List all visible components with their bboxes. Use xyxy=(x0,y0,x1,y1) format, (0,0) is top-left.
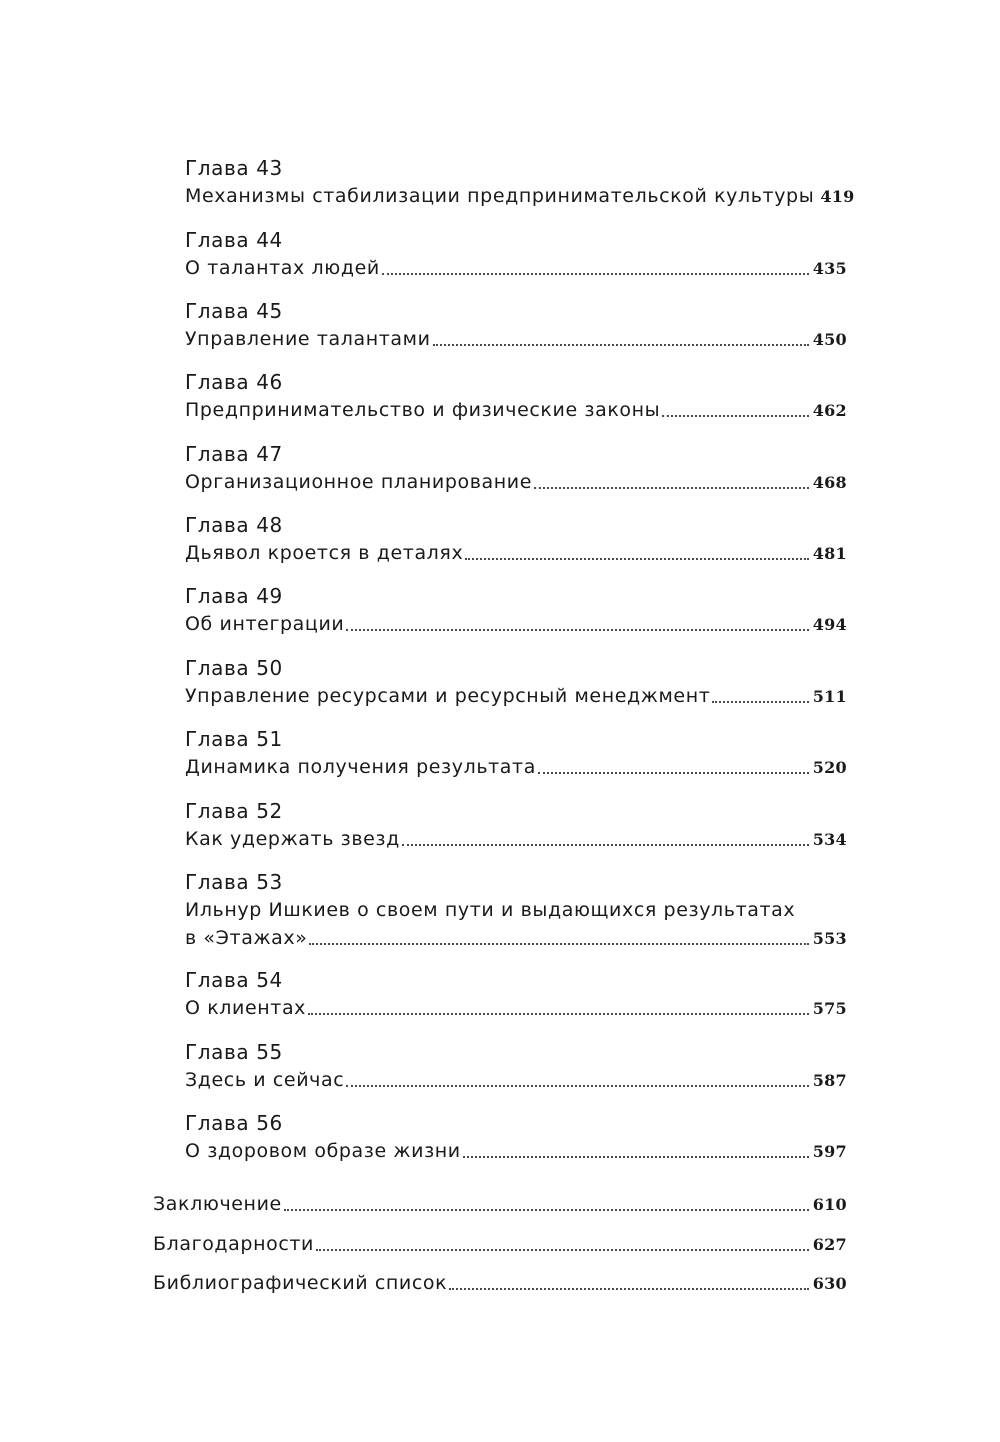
toc-entry-bibliography[interactable] xyxy=(153,1269,847,1297)
chapter-title: Здесь и сейчас xyxy=(185,1069,345,1091)
toc-entry[interactable] xyxy=(185,1137,847,1165)
dot-leader xyxy=(712,701,808,703)
chapter-title: Об интеграции xyxy=(185,613,345,635)
toc-entry[interactable] xyxy=(185,539,847,567)
chapter-label: Глава 55 xyxy=(185,1040,283,1064)
toc-chapter-53 xyxy=(185,868,847,952)
section-title: Библиографический список xyxy=(153,1272,448,1294)
page-number: 610 xyxy=(812,1195,847,1214)
page-number: 468 xyxy=(812,473,847,492)
toc-chapter-47 xyxy=(185,440,847,496)
toc-chapter-48 xyxy=(185,511,847,567)
toc-chapter-46 xyxy=(185,368,847,424)
toc-entry[interactable] xyxy=(185,825,847,853)
dot-leader xyxy=(284,1209,809,1211)
chapter-title: Динамика получения результата xyxy=(185,756,536,778)
page-number: 450 xyxy=(812,330,847,349)
chapter-title: Предпринимательство и физические законы xyxy=(185,399,661,421)
chapter-label: Глава 54 xyxy=(185,968,283,992)
chapter-title: Как удержать звезд xyxy=(185,828,400,850)
page-number: 494 xyxy=(812,615,847,634)
dot-leader xyxy=(346,629,808,631)
page-number: 575 xyxy=(812,999,847,1018)
section-title: Заключение xyxy=(153,1193,282,1215)
toc-chapter-43 xyxy=(185,154,855,210)
dot-leader xyxy=(662,415,808,417)
toc-chapter-49 xyxy=(185,582,847,638)
toc-entry[interactable] xyxy=(185,396,847,424)
toc-chapter-51 xyxy=(185,725,847,781)
page-number: 462 xyxy=(812,401,847,420)
toc-chapter-55 xyxy=(185,1038,847,1094)
toc-chapter-54 xyxy=(185,966,847,1022)
page-number: 511 xyxy=(812,687,847,706)
page-number: 553 xyxy=(812,929,847,948)
dot-leader xyxy=(538,772,809,774)
dot-leader xyxy=(309,943,808,945)
page-number: 419 xyxy=(820,187,855,206)
toc-entry[interactable] xyxy=(185,610,847,638)
dot-leader xyxy=(449,1288,808,1290)
toc-entry[interactable] xyxy=(185,254,847,282)
chapter-label: Глава 43 xyxy=(185,156,283,180)
section-title: Благодарности xyxy=(153,1233,314,1255)
chapter-label: Глава 45 xyxy=(185,299,283,323)
page-number: 520 xyxy=(812,758,847,777)
chapter-label: Глава 49 xyxy=(185,584,283,608)
toc-chapter-50 xyxy=(185,654,847,710)
chapter-title: Управление талантами xyxy=(185,328,431,350)
chapter-title: Организационное планирование xyxy=(185,471,533,493)
toc-entry-acknowledgements[interactable] xyxy=(153,1230,847,1258)
chapter-label: Глава 53 xyxy=(185,870,283,894)
page-number: 481 xyxy=(812,544,847,563)
chapter-title: О талантах людей xyxy=(185,257,380,279)
chapter-label: Глава 52 xyxy=(185,799,283,823)
toc-entry[interactable] xyxy=(185,682,847,710)
toc-entry[interactable] xyxy=(185,924,847,952)
toc-chapter-52 xyxy=(185,797,847,853)
chapter-title: О клиентах xyxy=(185,997,307,1019)
toc-chapter-56 xyxy=(185,1109,847,1165)
chapter-title: Механизмы стабилизации предпринимательской культуры xyxy=(185,185,815,207)
page-number: 627 xyxy=(812,1235,847,1254)
dot-leader xyxy=(433,344,809,346)
toc-entry[interactable] xyxy=(185,468,847,496)
toc-entry[interactable] xyxy=(185,182,855,210)
chapter-label: Глава 50 xyxy=(185,656,283,680)
toc-entry[interactable] xyxy=(185,325,847,353)
chapter-label: Глава 44 xyxy=(185,228,283,252)
dot-leader xyxy=(463,1156,809,1158)
dot-leader xyxy=(534,487,809,489)
toc-chapter-44 xyxy=(185,226,847,282)
dot-leader xyxy=(346,1085,808,1087)
chapter-label: Глава 48 xyxy=(185,513,283,537)
toc-entry-conclusion[interactable] xyxy=(153,1190,847,1218)
chapter-label: Глава 46 xyxy=(185,370,283,394)
chapter-title: Дьявол кроется в деталях xyxy=(185,542,464,564)
chapter-label: Глава 47 xyxy=(185,442,283,466)
page-number: 630 xyxy=(812,1274,847,1293)
chapter-label: Глава 51 xyxy=(185,727,283,751)
dot-leader xyxy=(402,844,809,846)
chapter-title: О здоровом образе жизни xyxy=(185,1140,461,1162)
dot-leader xyxy=(308,1013,809,1015)
dot-leader xyxy=(382,273,809,275)
page-number: 587 xyxy=(812,1071,847,1090)
dot-leader xyxy=(465,558,808,560)
chapter-title-line-1: Ильнур Ишкиев о своем пути и выдающихся результатах xyxy=(185,899,796,921)
chapter-label: Глава 56 xyxy=(185,1111,283,1135)
chapter-title: в «Этажах» xyxy=(185,927,308,949)
toc-entry[interactable] xyxy=(185,994,847,1022)
page-number: 435 xyxy=(812,259,847,278)
page-number: 534 xyxy=(812,830,847,849)
chapter-title: Управление ресурсами и ресурсный менеджмент xyxy=(185,685,711,707)
dot-leader xyxy=(316,1249,809,1251)
toc-entry[interactable] xyxy=(185,753,847,781)
page-number: 597 xyxy=(812,1142,847,1161)
toc-entry[interactable] xyxy=(185,1066,847,1094)
toc-chapter-45 xyxy=(185,297,847,353)
